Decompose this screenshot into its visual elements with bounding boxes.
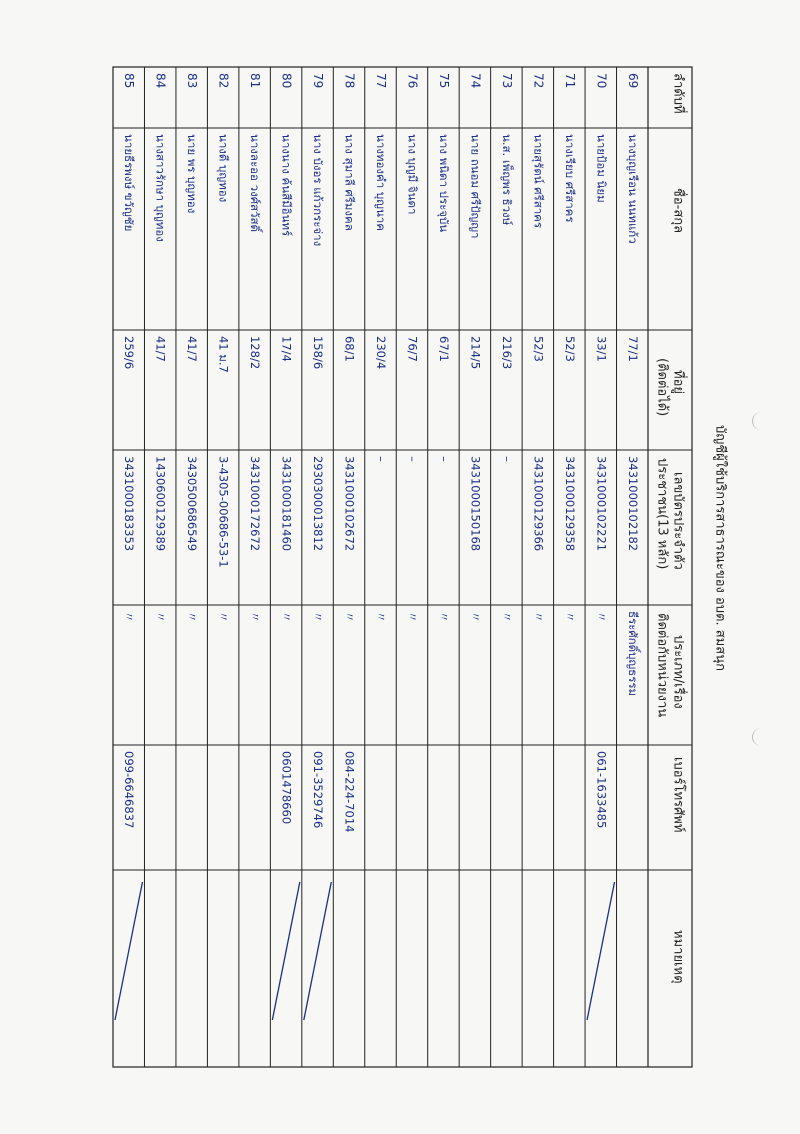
header-note: หมายเหตุ: [670, 930, 686, 984]
cell-service: 〃: [405, 611, 420, 623]
cell-address: 41/7: [185, 336, 200, 362]
cell-name: นางทองคำ บุญนาค: [374, 134, 388, 231]
header-name: ชื่อ-สกุล: [670, 188, 686, 234]
cell-service: 〃: [311, 611, 326, 623]
cell-service: 〃: [122, 611, 137, 623]
header-address-sub: (ติดต่อได้): [654, 358, 670, 417]
cell-name: นางบุญเรือน นนทแก้ว: [625, 134, 640, 244]
cell-address: 128/2: [248, 336, 263, 370]
cell-name: น.ส. เพ็ญพร ธิวงษ์: [499, 134, 514, 226]
document-title: บัญชีผู้ใช้บริการสาธารณะของ อบต. สมสนุก: [712, 425, 728, 671]
cell-address: 17/4: [279, 336, 294, 362]
cell-id-card: –: [374, 456, 388, 462]
note-value: /: [599, 910, 601, 911]
cell-no: 72: [531, 73, 546, 89]
cell-address: 158/6: [311, 336, 326, 370]
cell-service: 〃: [216, 611, 231, 623]
cell-service: ธีระศักดิ์บุญธรรม: [625, 611, 640, 697]
cell-id-card: 3431000102182: [625, 456, 640, 552]
hole-punch-mark-top: [752, 412, 771, 430]
header-id-card-sub: ประชาชน(13 หลัก): [654, 458, 670, 570]
note-tick: [587, 882, 614, 1020]
cell-no: 69: [625, 73, 640, 89]
cell-service: 〃: [248, 611, 263, 623]
cell-address: 41 ม.7: [216, 336, 231, 373]
cell-service: 〃: [153, 611, 168, 623]
cell-no: 81: [248, 73, 263, 89]
cell-id-card: 3431000150168: [468, 456, 483, 552]
cell-no: 73: [499, 73, 514, 89]
cell-service: 〃: [499, 611, 514, 623]
cell-name: นางเรียบ ศรีสาคร: [562, 134, 577, 223]
cell-name: นาย ถนอม ศรีปัญญา: [468, 134, 483, 239]
cell-no: 78: [342, 73, 357, 89]
cell-name: นายธีรพงษ์ ขวัญชัย: [122, 134, 137, 232]
cell-id-card: 3431000183353: [122, 456, 137, 552]
cell-no: 79: [311, 73, 326, 89]
cell-address: 230/4: [374, 336, 388, 370]
cell-service: 〃: [342, 611, 357, 623]
cell-no: 84: [153, 73, 168, 89]
cell-id-card: 3-4305-00686-53-1: [216, 456, 231, 568]
cell-no: 80: [279, 73, 294, 89]
cell-id-card: 3431000129366: [531, 456, 546, 552]
cell-id-card: 3430500686549: [185, 456, 200, 552]
cell-service: 〃: [531, 611, 546, 623]
note-value: /: [127, 910, 129, 911]
cell-no: 71: [562, 73, 577, 89]
cell-service: 〃: [374, 611, 388, 623]
cell-service: 〃: [185, 611, 200, 623]
cell-no: 82: [216, 73, 231, 89]
cell-address: 77/1: [625, 336, 640, 362]
cell-service: 〃: [594, 611, 609, 623]
cell-address: 259/6: [122, 336, 137, 370]
cell-name: นางสาวรักษา บุญทอง: [153, 134, 168, 242]
cell-id-card: –: [499, 456, 514, 462]
cell-name: นางละออ วงศ์สวัสดิ์: [248, 134, 263, 232]
cell-id-card: 1430600129389: [153, 456, 168, 552]
cell-name: นายสุรัตน์ ศรีสาคร: [531, 134, 546, 229]
cell-no: 70: [594, 73, 609, 89]
header-service-sub: ติดต่อกับหน่วยงาน: [654, 613, 670, 718]
note-value: /: [316, 910, 318, 911]
cell-address: 33/1: [594, 336, 609, 362]
cell-no: 77: [374, 73, 388, 89]
header-service: ประเภท/เรื่อง: [670, 635, 686, 709]
cell-address: 76/7: [405, 336, 420, 362]
cell-phone: 099-6646837: [122, 751, 137, 829]
table-frame: [113, 67, 692, 1067]
cell-address: 52/3: [562, 336, 577, 362]
cell-address: 41/7: [153, 336, 168, 362]
cell-id-card: 3431000129358: [562, 456, 577, 552]
cell-address: 52/3: [531, 336, 546, 362]
note-value: /: [284, 910, 286, 911]
cell-no: 74: [468, 73, 483, 89]
header-phone: เบอร์โทรศัพท์: [670, 757, 686, 833]
cell-service: 〃: [436, 611, 451, 623]
cell-name: นาง บังอร แก้วกระจ่าง: [311, 134, 326, 247]
cell-name: นายป้อม นิยม: [594, 134, 609, 203]
cell-address: 68/1: [342, 336, 357, 362]
cell-service: 〃: [279, 611, 294, 623]
cell-no: 75: [436, 73, 451, 89]
cell-name: นาย พร บุญทอง: [185, 134, 200, 214]
cell-phone: 091-3529746: [311, 751, 326, 829]
cell-id-card: 3431000181460: [279, 456, 294, 552]
cell-address: 216/3: [499, 336, 514, 370]
header-address: ที่อยู่: [670, 370, 686, 394]
cell-service: 〃: [468, 611, 483, 623]
cell-id-card: –: [436, 456, 451, 462]
cell-id-card: 2930300013812: [311, 456, 326, 552]
header-id-card: เลขบัตรประจำตัว: [670, 472, 686, 570]
cell-no: 83: [185, 73, 200, 89]
header-no: ลำดับที่: [670, 73, 686, 114]
cell-name: นาง พนิดา ประจุบัน: [436, 134, 451, 233]
note-tick: [115, 882, 142, 1020]
cell-service: 〃: [562, 611, 577, 623]
cell-name: นางดี บุญทอง: [216, 134, 231, 203]
cell-phone: 0601478660: [279, 751, 294, 825]
cell-name: นาง สุมาลี ศรีมงคล: [342, 134, 357, 231]
cell-phone: 061-1633485: [594, 751, 609, 829]
cell-id-card: 3431000172672: [248, 456, 263, 552]
hole-punch-mark-bottom: [752, 728, 771, 746]
cell-address: 67/1: [436, 336, 451, 362]
cell-address: 214/5: [468, 336, 483, 370]
note-tick: [272, 882, 299, 1020]
cell-id-card: 3431000102672: [342, 456, 357, 552]
cell-id-card: –: [405, 456, 420, 462]
note-tick: [304, 882, 331, 1020]
cell-id-card: 3431000102221: [594, 456, 609, 552]
cell-no: 76: [405, 73, 420, 89]
cell-name: นาง บุญมี จินดา: [405, 134, 420, 215]
cell-name: นางนาง ค้นสีมีอินทร์: [279, 134, 294, 237]
cell-phone: 084-224-7014: [342, 751, 357, 833]
cell-no: 85: [122, 73, 137, 89]
